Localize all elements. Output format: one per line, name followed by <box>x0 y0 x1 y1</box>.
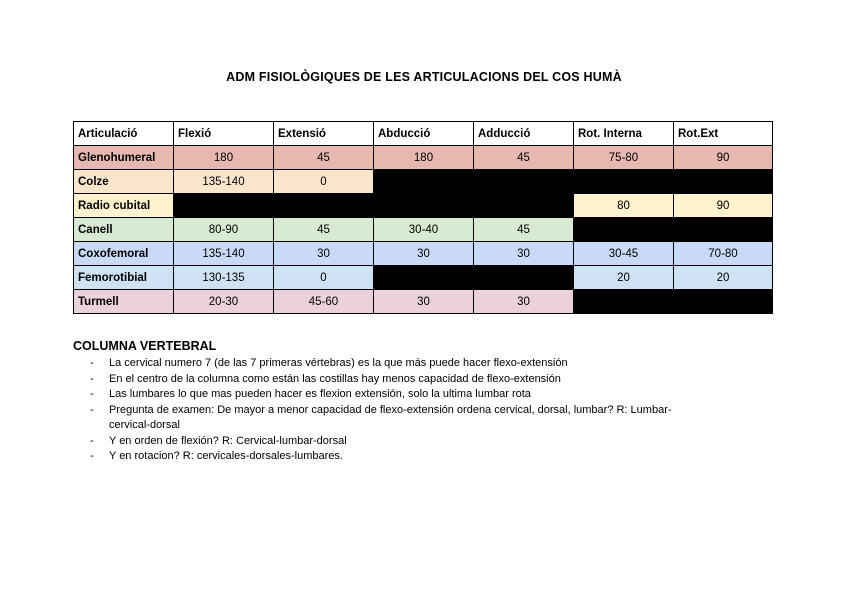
table-cell: 45 <box>474 218 574 242</box>
notes-list <box>90 356 690 465</box>
list-item <box>90 403 690 434</box>
table-cell: 180 <box>374 146 474 170</box>
table-cell: 30 <box>474 242 574 266</box>
list-item-text: Y en rotacion? R: cervicales-dorsales-lumbares. <box>109 450 343 462</box>
table-cell: 80-90 <box>174 218 274 242</box>
empty-cell <box>374 194 474 218</box>
row-label: Coxofemoral <box>74 242 174 266</box>
empty-cell <box>574 218 674 242</box>
table-cell: 20 <box>574 266 674 290</box>
table-row <box>74 194 773 218</box>
page-title: ADM FISIOLÒGIQUES DE LES ARTICULACIONS DEL COS HUMÀ <box>226 70 622 84</box>
list-item <box>90 356 690 372</box>
table-cell: 45 <box>474 146 574 170</box>
list-item-text: En el centro de la columna como están las costillas hay menos capacidad de flexo-extensión <box>109 372 561 385</box>
empty-cell <box>474 266 574 290</box>
table-row <box>74 266 773 290</box>
adm-table <box>73 121 773 314</box>
table-cell: 135-140 <box>174 242 274 266</box>
empty-cell <box>474 170 574 194</box>
table-header-row <box>74 122 773 146</box>
row-label: Radio cubital <box>74 194 174 218</box>
dash-bullet: - <box>90 434 94 447</box>
col-header-articulacio: Articulació <box>74 122 174 146</box>
table-cell: 45 <box>274 218 374 242</box>
dash-bullet: - <box>90 357 94 369</box>
table-cell: 20-30 <box>174 290 274 314</box>
col-header-rot-ext: Rot.Ext <box>674 122 773 146</box>
row-label: Colze <box>74 170 174 194</box>
table-cell: 70-80 <box>674 242 773 266</box>
empty-cell <box>574 170 674 194</box>
list-item-text: Pregunta de examen: De mayor a menor capacidad de flexo-extensión ordena cervical, dorsal, lumbar? R: Lumbar-cervical-dorsal <box>109 403 672 431</box>
row-label: Glenohumeral <box>74 146 174 170</box>
empty-cell <box>674 218 773 242</box>
table-cell: 30-45 <box>574 242 674 266</box>
list-item-text: Las lumbares lo que mas pueden hacer es flexion extensión, solo la ultima lumbar rota <box>109 388 531 400</box>
row-label: Canell <box>74 218 174 242</box>
section-title: COLUMNA VERTEBRAL <box>73 339 217 353</box>
table-row <box>74 242 773 266</box>
list-item <box>90 372 690 388</box>
col-header-adduccio: Adducció <box>474 122 574 146</box>
table-cell: 30 <box>474 290 574 314</box>
table-cell: 45-60 <box>274 290 374 314</box>
table-cell: 75-80 <box>574 146 674 170</box>
empty-cell <box>274 194 374 218</box>
table-cell: 30 <box>374 242 474 266</box>
table-cell: 90 <box>674 146 773 170</box>
empty-cell <box>674 290 773 314</box>
col-header-abduccio: Abducció <box>374 122 474 146</box>
table-row <box>74 290 773 314</box>
table-cell: 30-40 <box>374 218 474 242</box>
list-item <box>90 387 690 403</box>
list-item-text: Y en orden de flexión? R: Cervical-lumbar-dorsal <box>109 434 347 447</box>
table-cell: 180 <box>174 146 274 170</box>
col-header-flexio: Flexió <box>174 122 274 146</box>
table-cell: 130-135 <box>174 266 274 290</box>
empty-cell <box>574 290 674 314</box>
table-row <box>74 170 773 194</box>
col-header-rot-interna: Rot. Interna <box>574 122 674 146</box>
dash-bullet: - <box>90 403 94 416</box>
table-cell: 135-140 <box>174 170 274 194</box>
empty-cell <box>674 170 773 194</box>
dash-bullet: - <box>90 372 94 385</box>
list-item <box>90 449 690 465</box>
table-row <box>74 218 773 242</box>
dash-bullet: - <box>90 450 94 462</box>
row-label: Turmell <box>74 290 174 314</box>
list-item <box>90 434 690 450</box>
list-item-text: La cervical numero 7 (de las 7 primeras vértebras) es la que más puede hacer flexo-extensión <box>109 357 568 369</box>
empty-cell <box>374 266 474 290</box>
table-row <box>74 146 773 170</box>
table-cell: 30 <box>274 242 374 266</box>
col-header-extensio: Extensió <box>274 122 374 146</box>
table-cell: 0 <box>274 266 374 290</box>
empty-cell <box>174 194 274 218</box>
row-label: Femorotibial <box>74 266 174 290</box>
table-cell: 30 <box>374 290 474 314</box>
table-cell: 0 <box>274 170 374 194</box>
table-cell: 20 <box>674 266 773 290</box>
empty-cell <box>474 194 574 218</box>
table-cell: 90 <box>674 194 773 218</box>
table-cell: 45 <box>274 146 374 170</box>
dash-bullet: - <box>90 388 94 400</box>
table-cell: 80 <box>574 194 674 218</box>
empty-cell <box>374 170 474 194</box>
